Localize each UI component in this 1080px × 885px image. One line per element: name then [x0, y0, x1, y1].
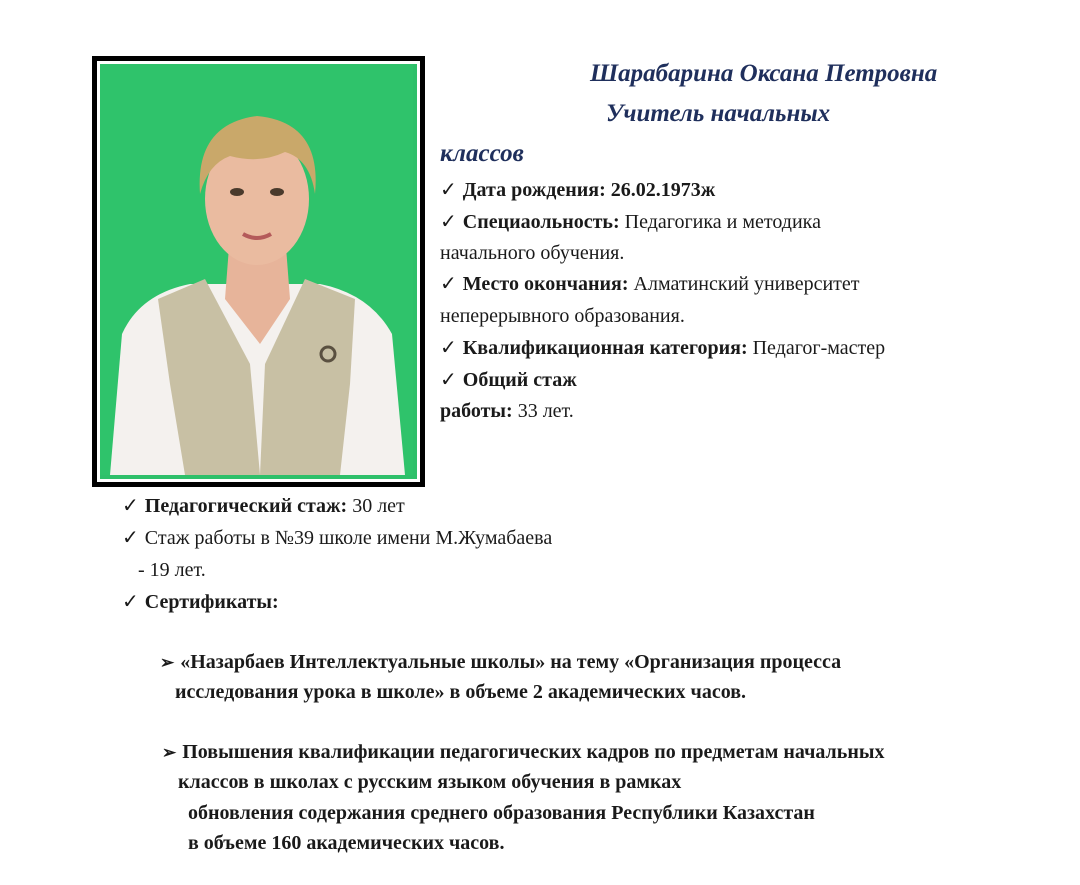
certificate-1-line1: ➢ «Назарбаев Интеллектуальные школы» на тему «Организация процесса — [160, 651, 842, 673]
portrait-illustration — [100, 64, 413, 475]
job-title-line1: Учитель начальных — [606, 100, 831, 127]
portrait-frame — [92, 56, 425, 487]
school-experience: ✓ Стаж работы в №39 школе имени М.Жумабаева — [122, 527, 553, 549]
checkmark-icon: ✓ — [122, 527, 139, 549]
checkmark-icon: ✓ — [440, 369, 457, 391]
certificate-2-line1: ➢ Повышения квалификации педагогических кадров по предметам начальных — [162, 741, 885, 763]
detail-total-experience-cont: работы: 33 лет. — [440, 400, 574, 422]
pedagogical-experience: ✓ Педагогический стаж: 30 лет — [122, 495, 405, 517]
checkmark-icon: ✓ — [440, 211, 457, 233]
certificate-2-line3: обновления содержания среднего образования Республики Казахстан — [188, 802, 815, 824]
school-experience-cont: - 19 лет. — [138, 559, 206, 581]
job-title-line2: классов — [440, 140, 524, 167]
certificate-2-line4: в объеме 160 академических часов. — [188, 832, 505, 854]
portrait-photo — [100, 64, 417, 479]
person-name: Шарабарина Оксана Петровна — [590, 60, 938, 87]
checkmark-icon: ✓ — [122, 591, 139, 613]
detail-specialty: ✓ Специаольность: Педагогика и методика — [440, 211, 821, 233]
detail-birthdate: ✓ Дата рождения: 26.02.1973ж — [440, 179, 716, 201]
checkmark-icon: ✓ — [440, 179, 457, 201]
detail-graduation: ✓ Место окончания: Алматинский университет — [440, 273, 860, 295]
certificate-2-line2: классов в школах с русским языком обучения в рамках — [178, 771, 682, 793]
detail-specialty-cont: начального обучения. — [440, 242, 625, 264]
detail-category: ✓ Квалификационная категория: Педагог-мастер — [440, 337, 886, 359]
detail-graduation-cont: неперерывного образования. — [440, 305, 685, 327]
arrow-bullet-icon: ➢ — [160, 653, 175, 672]
checkmark-icon: ✓ — [122, 495, 139, 517]
detail-total-experience: ✓ Общий стаж — [440, 369, 577, 391]
checkmark-icon: ✓ — [440, 273, 457, 295]
certificates-heading: ✓ Сертификаты: — [122, 591, 279, 613]
arrow-bullet-icon: ➢ — [162, 743, 177, 762]
checkmark-icon: ✓ — [440, 337, 457, 359]
certificate-1-line2: исследования урока в школе» в объеме 2 академических часов. — [175, 681, 747, 703]
portrait-matte — [97, 61, 420, 482]
